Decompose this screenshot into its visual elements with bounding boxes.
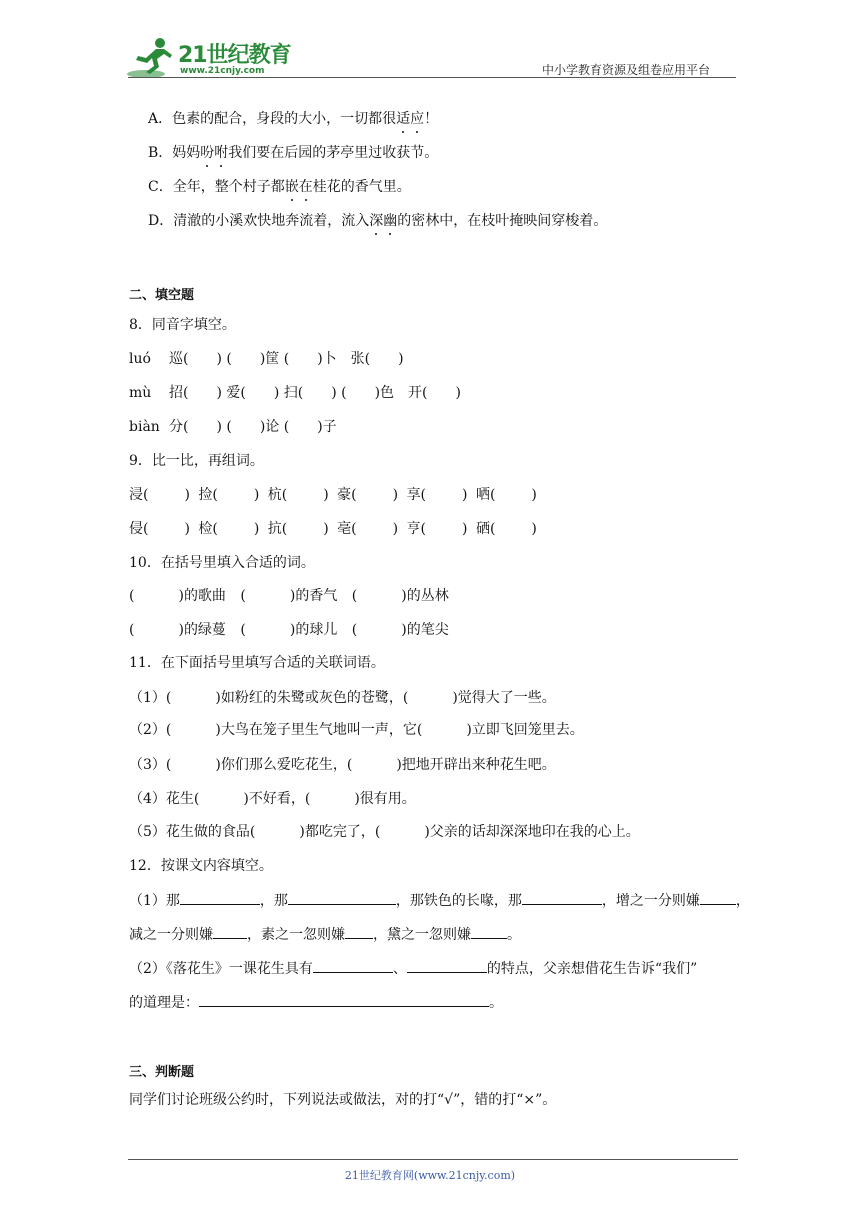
q11-prefix: 花生做的食品 (165, 824, 250, 840)
q9-paren-close: ) (253, 521, 260, 537)
site-logo (126, 36, 291, 80)
q11-item-1: （1）( )如粉红的朱鹭或灰色的苍鹭，( )觉得大了一些。 (129, 690, 556, 706)
q10-row-1: ( )的歌曲 ( )的香气 ( )的丛林 (129, 588, 449, 604)
option-c-dotted-2: 在 (298, 179, 313, 195)
q13-instruction: 同学们讨论班级公约时，下列说法或做法，对的打“√”，错的打“×”。 (129, 1092, 557, 1108)
q9-item: 杭( (267, 487, 288, 503)
q11-text-b: 父亲的话却深深地印在我的心上。 (429, 824, 640, 840)
q10-phrase: 的笔尖 (406, 622, 449, 638)
q11-number: （5） (129, 824, 166, 840)
q11-text-b: 立即飞回笼里去。 (471, 722, 584, 738)
q10-title: 10．在括号里填入合适的词。 (129, 555, 315, 571)
q10-phrase: 的球儿 (295, 622, 338, 638)
q9-paren-close: ) (392, 487, 399, 503)
q9-paren-close: ) (253, 487, 260, 503)
option-a-dotted-1: 适 (396, 111, 411, 127)
q9-item: 侵( (129, 521, 149, 537)
q12-text: ，黛之一忽则嫌 (373, 927, 471, 943)
option-c-dotted-1: 嵌 (284, 179, 299, 195)
q12-text: 、 (392, 961, 407, 977)
q12-blank[interactable] (345, 924, 373, 939)
header-divider (128, 77, 736, 78)
option-d-dotted-1: 深 (369, 213, 384, 229)
option-c-text: C．全年，整个村子都 (148, 179, 285, 195)
q11-text-a: 大鸟在笼子里生气地叫一声，它 (220, 722, 417, 738)
q9-row-2 (129, 519, 537, 539)
q11-number: （2） (129, 722, 166, 738)
option-b-dotted-1: 吩 (200, 145, 215, 161)
option-b-text: B．妈妈 (148, 145, 201, 161)
q9-item: 捡( (198, 487, 218, 503)
q11-number: （1） (129, 690, 166, 706)
option-c-end: 桂花的香气里。 (312, 179, 411, 195)
option-b-dotted-2: 咐 (214, 145, 229, 161)
logo-brand: 21世纪教育 (178, 43, 291, 68)
q9-row-1 (129, 485, 537, 505)
q8-row-1-text: 巡( ) ( )筐 ( )卜 张( ) (169, 351, 404, 367)
option-d-end: 的密林中，在枝叶掩映间穿梭着。 (397, 213, 608, 229)
q11-prefix: 花生 (165, 791, 194, 807)
q9-paren-close: ) (323, 521, 329, 537)
q11-text-b: 把地开辟出来种花生吧。 (401, 757, 556, 773)
q9-paren-close: ) (531, 487, 537, 503)
q9-paren-close: ) (462, 487, 468, 503)
q12-text: ，那铁色的长喙，那 (395, 893, 522, 909)
q9-item: 亳( (337, 521, 357, 537)
q8-pinyin-2: mù (129, 385, 152, 401)
q12-text: 。 (507, 927, 521, 943)
q8-row-2-text: 招( ) 爱( ) 扫( ) ( )色 开( ) (169, 385, 461, 401)
q12-blank[interactable] (700, 890, 736, 905)
q8-row-1 (129, 349, 404, 369)
q11-item-2: （2）( )大鸟在笼子里生气地叫一声，它( )立即飞回笼里去。 (129, 722, 584, 738)
q12-text: 。 (489, 995, 503, 1011)
q9-item: 抗( (267, 521, 288, 537)
q9-paren-close: ) (323, 487, 329, 503)
q12-text: ，那 (259, 893, 288, 909)
q10-phrase: 的绿蔓 (183, 622, 226, 638)
q9-item: 检( (198, 521, 218, 537)
q12-text: 减之一分则嫌 (129, 927, 213, 943)
q12-line-1 (129, 890, 750, 911)
q12-blank[interactable] (199, 992, 489, 1007)
q9-paren-close: ) (184, 521, 190, 537)
q12-text: ， (735, 893, 750, 909)
q10-phrase: 的丛林 (406, 588, 449, 604)
q11-text-b: 觉得大了一些。 (457, 690, 556, 706)
option-a-dotted-2: 应 (410, 111, 425, 127)
option-a (148, 109, 438, 129)
q12-text: （1）那 (129, 893, 180, 909)
q8-row-3 (129, 417, 337, 437)
q9-item: 哂( (475, 487, 496, 503)
q12-line-2 (129, 924, 521, 945)
q12-text: 的道理是： (129, 995, 199, 1011)
section-title-fill-in: 二、填空题 (129, 288, 195, 303)
q9-item: 硒( (475, 521, 496, 537)
q9-paren-close: ) (184, 487, 190, 503)
q8-pinyin-3: biàn (129, 419, 160, 435)
q10-phrase: 的歌曲 (183, 588, 226, 604)
q8-row-3-text: 分( ) ( )论 ( )子 (169, 419, 337, 435)
q8-row-2 (129, 383, 461, 403)
q11-text-a: 你们那么爱吃花生， (220, 757, 347, 773)
q11-number: （4） (129, 791, 166, 807)
q12-blank[interactable] (180, 890, 260, 905)
header-tagline: 中小学教育资源及组卷应用平台 (542, 63, 711, 77)
option-b-end: 我们要在后园的茅亭里过收获节。 (228, 145, 439, 161)
q11-text-a: 如粉红的朱鹭或灰色的苍鹭， (220, 690, 403, 706)
q12-text: 的特点，父亲想借花生告诉“我们” (486, 961, 698, 977)
logo-url: www.21cnjy.com (180, 66, 265, 76)
q9-title: 9．比一比，再组词。 (129, 453, 264, 469)
q11-title: 11．在下面括号里填写合适的关联词语。 (129, 655, 385, 671)
q11-item-3: （3）( )你们那么爱吃花生，( )把地开辟出来种花生吧。 (129, 757, 556, 773)
q12-text: （2）《落花生》一课花生具有 (129, 961, 313, 977)
q11-item-4: （4）花生( )不好看，( )很有用。 (129, 791, 416, 807)
q9-item: 豪( (337, 487, 357, 503)
option-c (148, 177, 411, 197)
footer-divider (128, 1159, 738, 1160)
option-a-text: A．色素的配合，身段的大小，一切都很 (148, 111, 397, 127)
section-title-true-false: 三、判断题 (129, 1065, 195, 1080)
q12-blank[interactable] (288, 890, 396, 905)
option-d (148, 211, 607, 231)
q11-item-5: （5）花生做的食品( )都吃完了，( )父亲的话却深深地印在我的心上。 (129, 824, 640, 840)
q9-item: 亨( (406, 521, 427, 537)
footer-link[interactable]: 21世纪教育网(www.21cnjy.com) (344, 1169, 516, 1182)
q11-text-b: 很有用。 (359, 791, 416, 807)
q12-line-4 (129, 992, 503, 1013)
q12-text: ，素之一忽则嫌 (247, 927, 345, 943)
q8-pinyin-1: luó (129, 351, 151, 367)
q9-item: 享( (406, 487, 427, 503)
q12-title: 12．按课文内容填空。 (129, 858, 273, 874)
q11-text-a: 都吃完了， (304, 824, 375, 840)
q12-blank[interactable] (213, 924, 247, 939)
q9-paren-close: ) (531, 521, 537, 537)
option-d-dotted-2: 幽 (383, 213, 398, 229)
q12-blank[interactable] (407, 958, 487, 973)
q11-text-a: 不好看， (248, 791, 305, 807)
q9-item: 浸( (129, 487, 149, 503)
option-a-end: ！ (424, 111, 439, 127)
q9-paren-close: ) (392, 521, 399, 537)
option-b (148, 143, 438, 163)
q10-row-2: ( )的绿蔓 ( )的球儿 ( )的笔尖 (129, 622, 449, 638)
q10-phrase: 的香气 (295, 588, 338, 604)
option-d-text: D．清澈的小溪欢快地奔流着，流入 (148, 213, 370, 229)
runner-logo-icon (126, 36, 178, 80)
q11-number: （3） (129, 757, 166, 773)
q12-text: ，增之一分则嫌 (601, 893, 700, 909)
q12-blank[interactable] (471, 924, 507, 939)
q8-title: 8．同音字填空。 (129, 317, 236, 333)
q12-line-3 (129, 958, 697, 979)
q9-paren-close: ) (462, 521, 468, 537)
q12-blank[interactable] (313, 958, 393, 973)
q12-blank[interactable] (522, 890, 602, 905)
